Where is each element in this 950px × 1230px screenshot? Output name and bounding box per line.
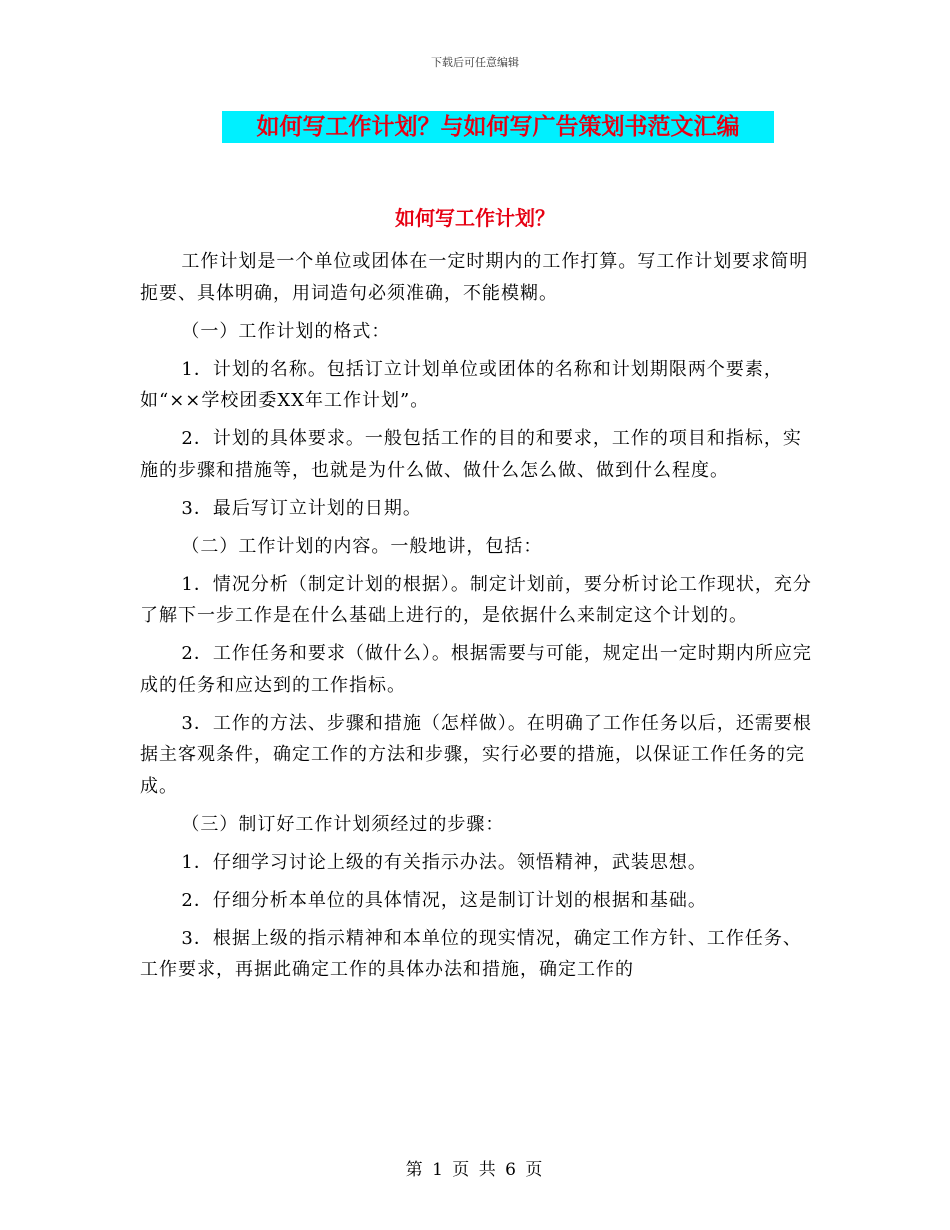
paragraph: 1．情况分析（制定计划的根据）。制定计划前，要分析讨论工作现状，充分了解下一步工作是在什么基础上进行的，是依据什么来制定这个计划的。 [140, 573, 812, 626]
paragraph: 2．仔细分析本单位的具体情况，这是制订计划的根据和基础。 [181, 889, 707, 911]
paragraph: 1．计划的名称。包括订立计划单位或团体的名称和计划期限两个要素，如“××学校团委XX年工作计划”。 [140, 358, 783, 411]
paragraph: 3．最后写订立计划的日期。 [181, 497, 422, 519]
paragraph: 2．工作任务和要求（做什么）。根据需要与可能，规定出一定时期内所应完成的任务和应达到的工作指标。 [140, 643, 812, 696]
section-title: 如何写工作计划？ [395, 206, 555, 230]
header-note: 下载后可任意编辑 [431, 56, 519, 69]
paragraph: 3．根据上级的指示精神和本单位的现实情况，确定工作方针、工作任务、工作要求，再据此确定工作的具体办法和措施，确定工作的 [140, 927, 802, 980]
paragraph: 3．工作的方法、步骤和措施（怎样做）。在明确了工作任务以后，还需要根据主客观条件，确定工作的方法和步骤，实行必要的措施，以保证工作任务的完成。 [140, 712, 812, 797]
paragraph: （一）工作计划的格式： [181, 320, 391, 342]
paragraph: （三）制订好工作计划须经过的步骤： [181, 813, 505, 835]
page-footer: 第 1 页 共 6 页 [405, 1160, 545, 1180]
paragraph: 1．仔细学习讨论上级的有关指示办法。领悟精神，武装思想。 [181, 851, 707, 873]
paragraph: 2．计划的具体要求。一般包括工作的目的和要求，工作的项目和指标，实施的步骤和措施等，也就是为什么做、做什么怎么做、做到什么程度。 [140, 428, 802, 481]
paragraph: （二）工作计划的内容。一般地讲，包括： [181, 535, 543, 557]
body-text [140, 246, 812, 992]
paragraph: 工作计划是一个单位或团体在一定时期内的工作打算。写工作计划要求简明扼要、具体明确，用词造句必须准确，不能模糊。 [140, 251, 809, 304]
document-title: 如何写工作计划？与如何写广告策划书范文汇编 [222, 111, 774, 143]
